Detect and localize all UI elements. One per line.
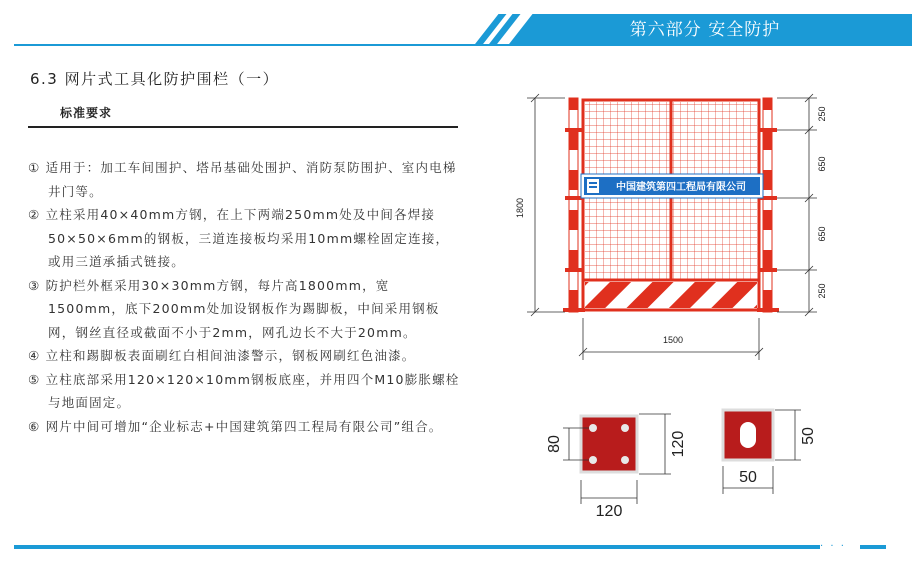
footer-line-end: [860, 545, 886, 549]
footer-line: [14, 545, 820, 549]
footer-dots: · · ·: [820, 541, 846, 552]
base-dim-bottom: 120: [595, 503, 623, 520]
bolt-hole: [589, 424, 597, 432]
requirement-item: ① 适用于：加工车间围护、塔吊基础处围护、消防泵防围护、室内电梯井门等。: [28, 160, 457, 199]
dim-segment-3: 650: [817, 226, 827, 242]
connector-dim-bottom: 50: [739, 469, 757, 486]
base-plate: [581, 416, 637, 472]
kickboard: [585, 282, 757, 308]
section-title: 6.3 网片式工具化防护围栏（一）: [30, 70, 280, 88]
requirement-item: ④ 立柱和踢脚板表面刷红白相间油漆警示，钢板网刷红色油漆。: [28, 348, 416, 363]
connector-plate-drawing: [705, 402, 825, 502]
base-dim-left: 80: [546, 435, 563, 453]
header-underline: [14, 44, 898, 46]
connector-dim-right: 50: [800, 427, 817, 445]
requirement-item: ② 立柱采用40×40mm方钢，在上下两端250mm处及中间各焊接50×50×6mm的钢板，三道连接板均采用10mm螺栓固定连接，或用三道承插式链接。: [28, 207, 450, 269]
base-plate-drawing: [535, 402, 705, 522]
section-subtitle: 标准要求: [60, 106, 113, 120]
bolt-hole: [621, 456, 629, 464]
bolt-hole: [621, 424, 629, 432]
dim-height-label: 1800: [515, 197, 525, 219]
dim-segment-4: 250: [817, 283, 827, 299]
base-dim-right: 120: [670, 430, 687, 458]
dim-width-label: 1500: [662, 335, 684, 345]
requirement-item: ⑤ 立柱底部采用120×120×10mm钢板底座，并用四个M10膨胀螺栓与地面固定。: [28, 371, 460, 410]
slot-hole: [740, 422, 756, 448]
fence-drawing: [505, 90, 835, 365]
subtitle-underline: [28, 126, 458, 128]
company-sign-text: 中国建筑第四工程局有限公司: [616, 182, 746, 193]
header-title: 第六部分 安全防护: [629, 20, 781, 40]
dim-segment-1: 250: [817, 106, 827, 122]
requirement-item: ③ 防护栏外框采用30×30mm方钢，每片高1800mm，宽1500mm，底下200mm处加设钢板作为踢脚板，中间采用钢板网，钢丝直径或截面不小于2mm，网孔边长不大于20mm。: [28, 277, 440, 340]
dim-segment-2: 650: [817, 156, 827, 172]
requirement-item: ⑥ 网片中间可增加“企业标志+中国建筑第四工程局有限公司”组合。: [28, 418, 443, 434]
bolt-hole: [589, 456, 597, 464]
requirements-list: [28, 156, 460, 438]
